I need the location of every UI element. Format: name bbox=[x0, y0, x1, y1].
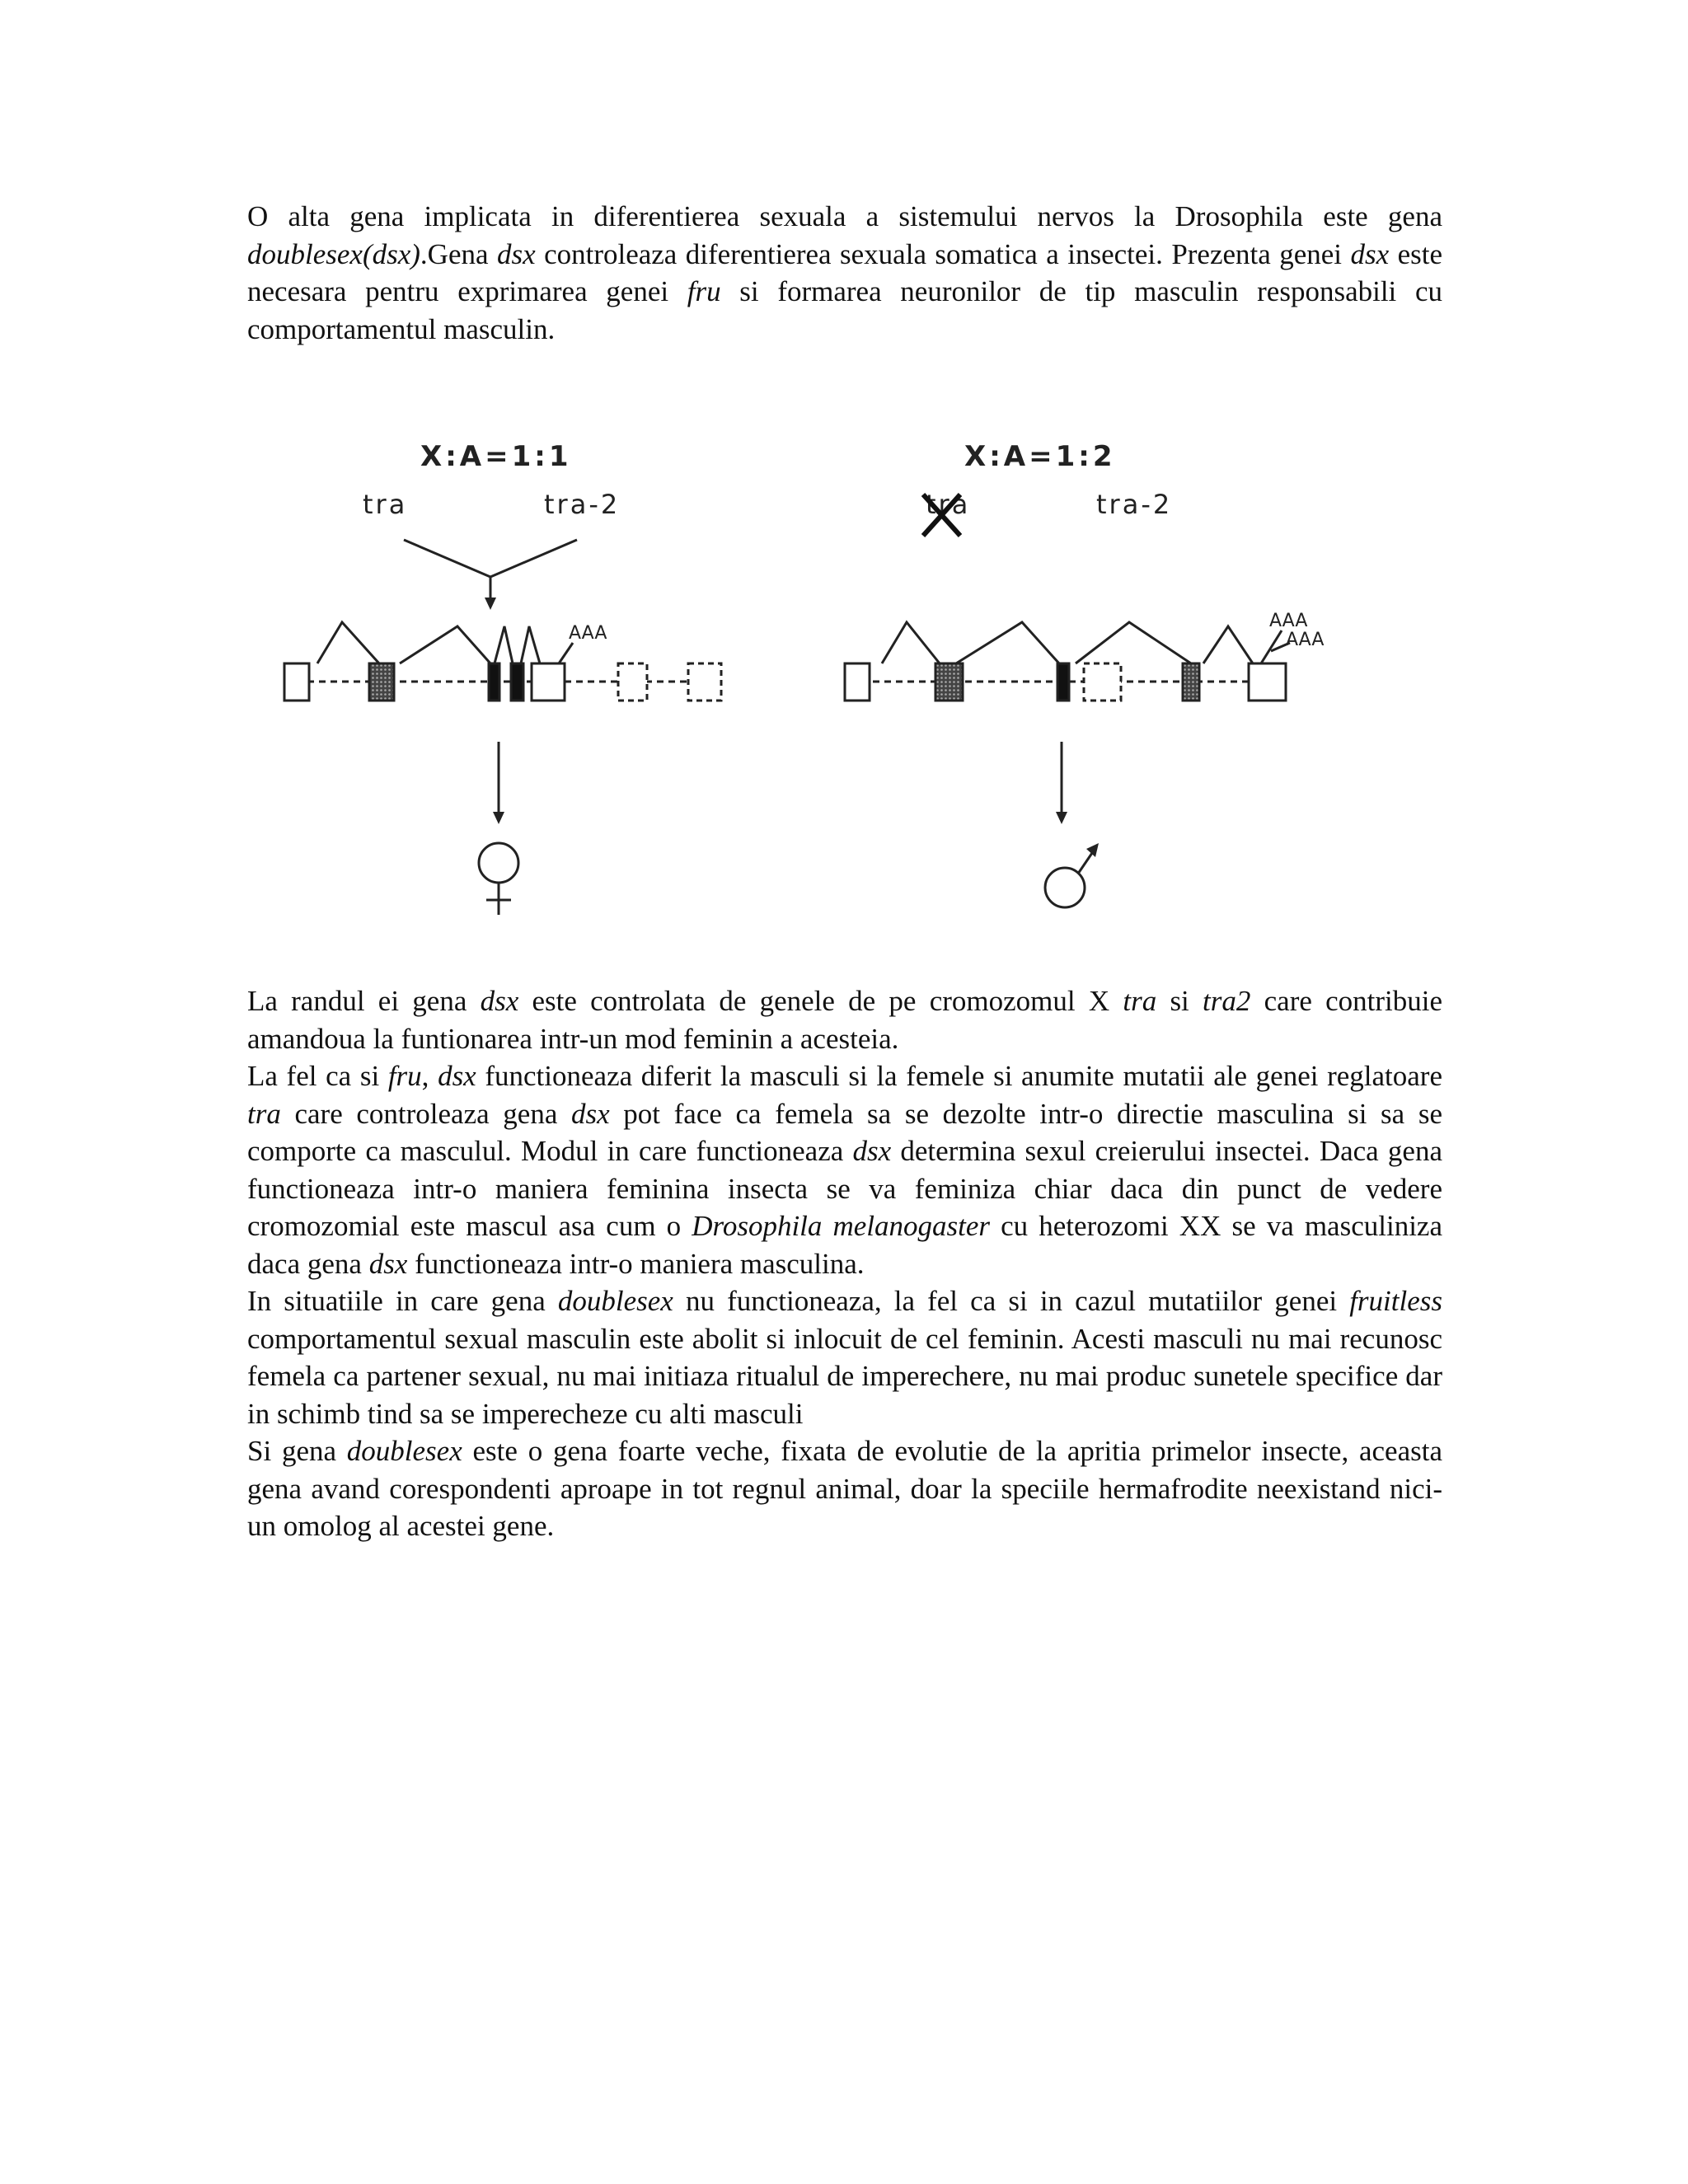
female-gene-structure bbox=[284, 622, 721, 701]
polyA-label: AAA bbox=[1269, 611, 1308, 631]
body-text: Si gena bbox=[247, 1435, 347, 1467]
gene-fruitless: fruitless bbox=[1349, 1285, 1442, 1317]
male-gene-structure bbox=[845, 622, 1290, 701]
male-panel bbox=[845, 440, 1324, 907]
polyA-label: AAA bbox=[569, 623, 607, 644]
body-text: functioneaza diferit la masculi si la femele si anumite mutatii ale genei reglatoare bbox=[476, 1060, 1442, 1092]
arrow-head bbox=[493, 812, 504, 824]
body-text: determina sexul creierului insectei. Daca gena functioneaza intr-o maniera feminina insecta se va feminiza chiar daca din punct de vedere cromozomial este mascul asa cum o bbox=[247, 1135, 1442, 1242]
gene-tra: tra bbox=[247, 1097, 281, 1130]
body-text: nu functioneaza, la fel ca si in cazul mutatiilor genei bbox=[673, 1285, 1350, 1317]
tra2-label: tra-2 bbox=[544, 489, 621, 520]
dsx-splicing-figure bbox=[272, 433, 1401, 952]
gene-tra: tra bbox=[1123, 985, 1157, 1017]
body-text: functioneaza intr-o maniera masculina. bbox=[407, 1247, 865, 1280]
tra-label-crossed: tra bbox=[926, 489, 971, 520]
gene-dsx: dsx bbox=[368, 1247, 408, 1280]
gene-doublesex: doublesex bbox=[346, 1435, 462, 1467]
male-symbol bbox=[1045, 853, 1092, 907]
body-text: care controleaza gena bbox=[280, 1097, 571, 1130]
body-text: , bbox=[421, 1060, 438, 1092]
tra-label: tra bbox=[363, 489, 408, 520]
body-text: comportamentul sexual masculin este abolit si inlocuit de cel feminin. Acesti masculi nu mai recunosc femela ca partener sexual, nu mai initiaza ritualul de imperechere, nu mai produc sunetele specifice dar in schimb tind sa se imperecheze cu alti masculi bbox=[247, 1322, 1442, 1430]
ratio-label-female: X:A=1:1 bbox=[420, 440, 572, 473]
arrow-head bbox=[485, 598, 496, 610]
ratio-label-male: X:A=1:2 bbox=[964, 440, 1116, 473]
body-text: In situatiile in care gena bbox=[247, 1285, 558, 1317]
gene-dsx: dsx bbox=[852, 1135, 892, 1167]
intro-text: O alta gena implicata in diferentierea sexuala a sistemului nervos la Drosophila este gena bbox=[247, 200, 1442, 232]
intro-paragraph bbox=[247, 198, 1442, 348]
body-text: La randul ei gena bbox=[247, 985, 481, 1017]
gene-dsx: dsx bbox=[496, 237, 536, 270]
body-text: si bbox=[1156, 985, 1203, 1017]
female-panel bbox=[284, 440, 721, 915]
intro-text: si formarea neuronilor de tip masculin responsabili cu comportamentul masculin. bbox=[247, 275, 1442, 345]
gene-fru: fru bbox=[687, 275, 721, 307]
gene-dsx: dsx bbox=[1350, 237, 1390, 270]
converging-arrow bbox=[404, 540, 577, 598]
gene-doublesex: doublesex bbox=[557, 1285, 673, 1317]
intro-text: controleaza diferentierea sexuala somatica a insectei. Prezenta genei bbox=[535, 237, 1351, 270]
gene-doublesex: doublesex(dsx) bbox=[247, 237, 420, 270]
female-symbol bbox=[479, 843, 518, 915]
species-name: Drosophila melanogaster bbox=[692, 1210, 991, 1242]
gene-fru: fru bbox=[387, 1060, 422, 1092]
polyA-label: AAA bbox=[1286, 630, 1325, 650]
gene-tra2: tra2 bbox=[1203, 985, 1251, 1017]
intro-text: .Gena bbox=[420, 237, 497, 270]
gene-dsx: dsx bbox=[570, 1097, 610, 1130]
gene-dsx: dsx bbox=[438, 1060, 476, 1092]
arrow-head bbox=[1056, 812, 1067, 824]
tra2-label: tra-2 bbox=[1096, 489, 1173, 520]
intro-text: este necesara pentru exprimarea genei bbox=[247, 237, 1442, 307]
body-text: La fel ca si bbox=[247, 1060, 388, 1092]
body-text: care contribuie amandoua la funtionarea intr-un mod feminin a acesteia. bbox=[247, 985, 1443, 1055]
body-text: pot face ca femela sa se dezolte intr-o directie masculina si sa se comporte ca masculul. Modul in care functioneaza bbox=[247, 1097, 1442, 1167]
body-text: este o gena foarte veche, fixata de evolutie de la apritia primelor insecte, aceasta gena avand corespondenti aproape in tot regnul animal, doar la speciile hermafrodite neexistand nici-un omolog al acestei gene. bbox=[247, 1435, 1442, 1542]
gene-dsx: dsx bbox=[480, 985, 519, 1017]
body-text: este controlata de genele de pe cromozomul X bbox=[518, 985, 1123, 1017]
body-text: cu heterozomi XX se va masculiniza daca gena bbox=[247, 1210, 1442, 1280]
arrow-head bbox=[1086, 843, 1099, 857]
body-paragraph bbox=[247, 982, 1442, 1545]
